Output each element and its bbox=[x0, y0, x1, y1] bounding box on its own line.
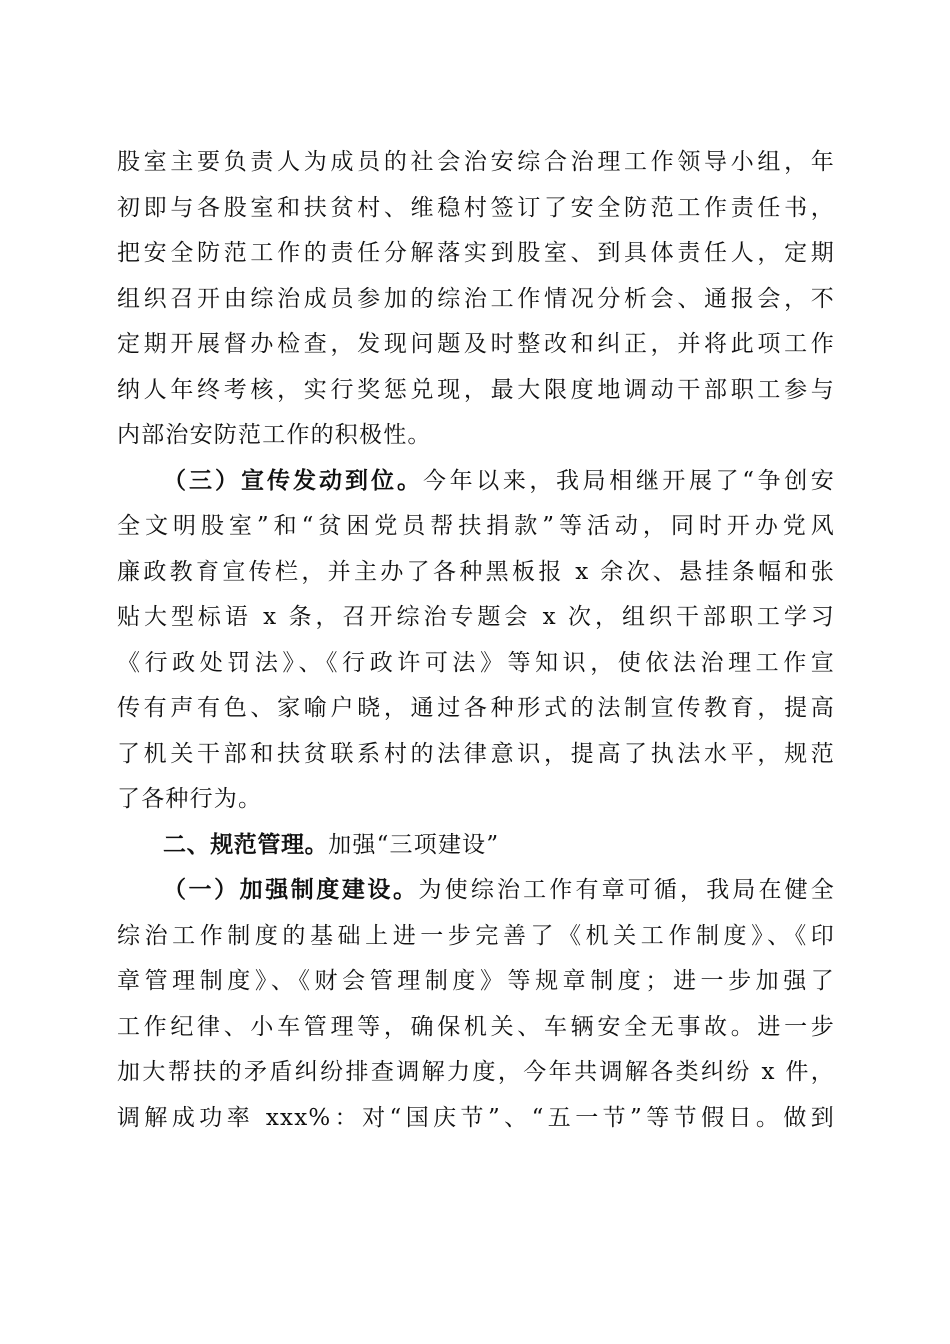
paragraph-3-first-text: 为使综治工作有章可循，我局在健全 bbox=[418, 877, 835, 903]
section-2-heading-line bbox=[117, 823, 835, 869]
paragraph-1-line: 股室主要负责人为成员的社会治安综合治理工作领导小组，年 bbox=[117, 149, 835, 175]
paragraph-1-line: 定期开展督办检查，发现问题及时整改和纠正，并将此项工作 bbox=[117, 331, 835, 357]
paragraph-1-line: 纳人年终考核，实行奖惩兑现，最大限度地调动干部职工参与 bbox=[117, 376, 835, 403]
document-body bbox=[117, 140, 835, 1141]
paragraph-2-line: 传有声有色、家喻户晓，通过各种形式的法制宣传教育，提高 bbox=[117, 695, 835, 721]
paragraph-2-line: 贴大型标语 x 条，召开综治专题会 x 次，组织干部职工学习 bbox=[117, 604, 835, 630]
paragraph-2-line: 《行政处罚法》、《行政许可法》等知识，使依法治理工作宣 bbox=[117, 649, 835, 676]
paragraph-2-line: 全文明股室”和“贫困党员帮扶捐款”等活动，同时开办党风 bbox=[117, 513, 835, 539]
paragraph-3-heading: （一）加强制度建设。 bbox=[163, 877, 419, 903]
paragraph-1-line: 初即与各股室和扶贫村、维稳村签订了安全防范工作责任书， bbox=[117, 194, 835, 221]
paragraph-2-line: 了各种行为。 bbox=[117, 786, 263, 812]
paragraph-2-heading: （三）宣传发动到位。 bbox=[163, 467, 424, 494]
paragraph-1 bbox=[117, 140, 835, 459]
paragraph-3-line: 工作纪律、小车管理等，确保机关、车辆安全无事故。进一步 bbox=[117, 1013, 835, 1040]
section-2-heading-rest: 加强“三项建设” bbox=[328, 831, 500, 858]
paragraph-3 bbox=[117, 868, 835, 1141]
paragraph-2-first-text: 今年以来，我局相继开展了“争创安 bbox=[423, 467, 835, 494]
paragraph-1-line: 内部治安防范工作的积极性。 bbox=[117, 422, 432, 448]
paragraph-1-line: 把安全防范工作的责任分解落实到股室、到具体责任人，定期 bbox=[117, 240, 835, 266]
paragraph-3-line: 加大帮扶的矛盾纠纷排查调解力度，今年共调解各类纠纷 x 件， bbox=[117, 1059, 835, 1085]
paragraph-3-first-line bbox=[117, 868, 835, 914]
paragraph-2-first-line bbox=[117, 459, 835, 505]
paragraph-2-line: 了机关干部和扶贫联系村的法律意识，提高了执法水平，规范 bbox=[117, 740, 835, 767]
section-2-heading: 二、规范管理。 bbox=[163, 831, 329, 858]
paragraph-2-line: 廉政教育宣传栏，并主办了各种黑板报 x 余次、悬挂条幅和张 bbox=[117, 558, 835, 585]
paragraph-2 bbox=[117, 459, 835, 823]
paragraph-3-line: 调解成功率 xxx%：对“国庆节”、“五一节”等节假日。做到 bbox=[117, 1104, 835, 1131]
paragraph-3-line: 章管理制度》、《财会管理制度》等规章制度；进一步加强了 bbox=[117, 968, 835, 994]
paragraph-1-line: 组织召开由综治成员参加的综治工作情况分析会、通报会，不 bbox=[117, 285, 835, 312]
paragraph-3-line: 综治工作制度的基础上进一步完善了《机关工作制度》、《印 bbox=[117, 922, 835, 949]
